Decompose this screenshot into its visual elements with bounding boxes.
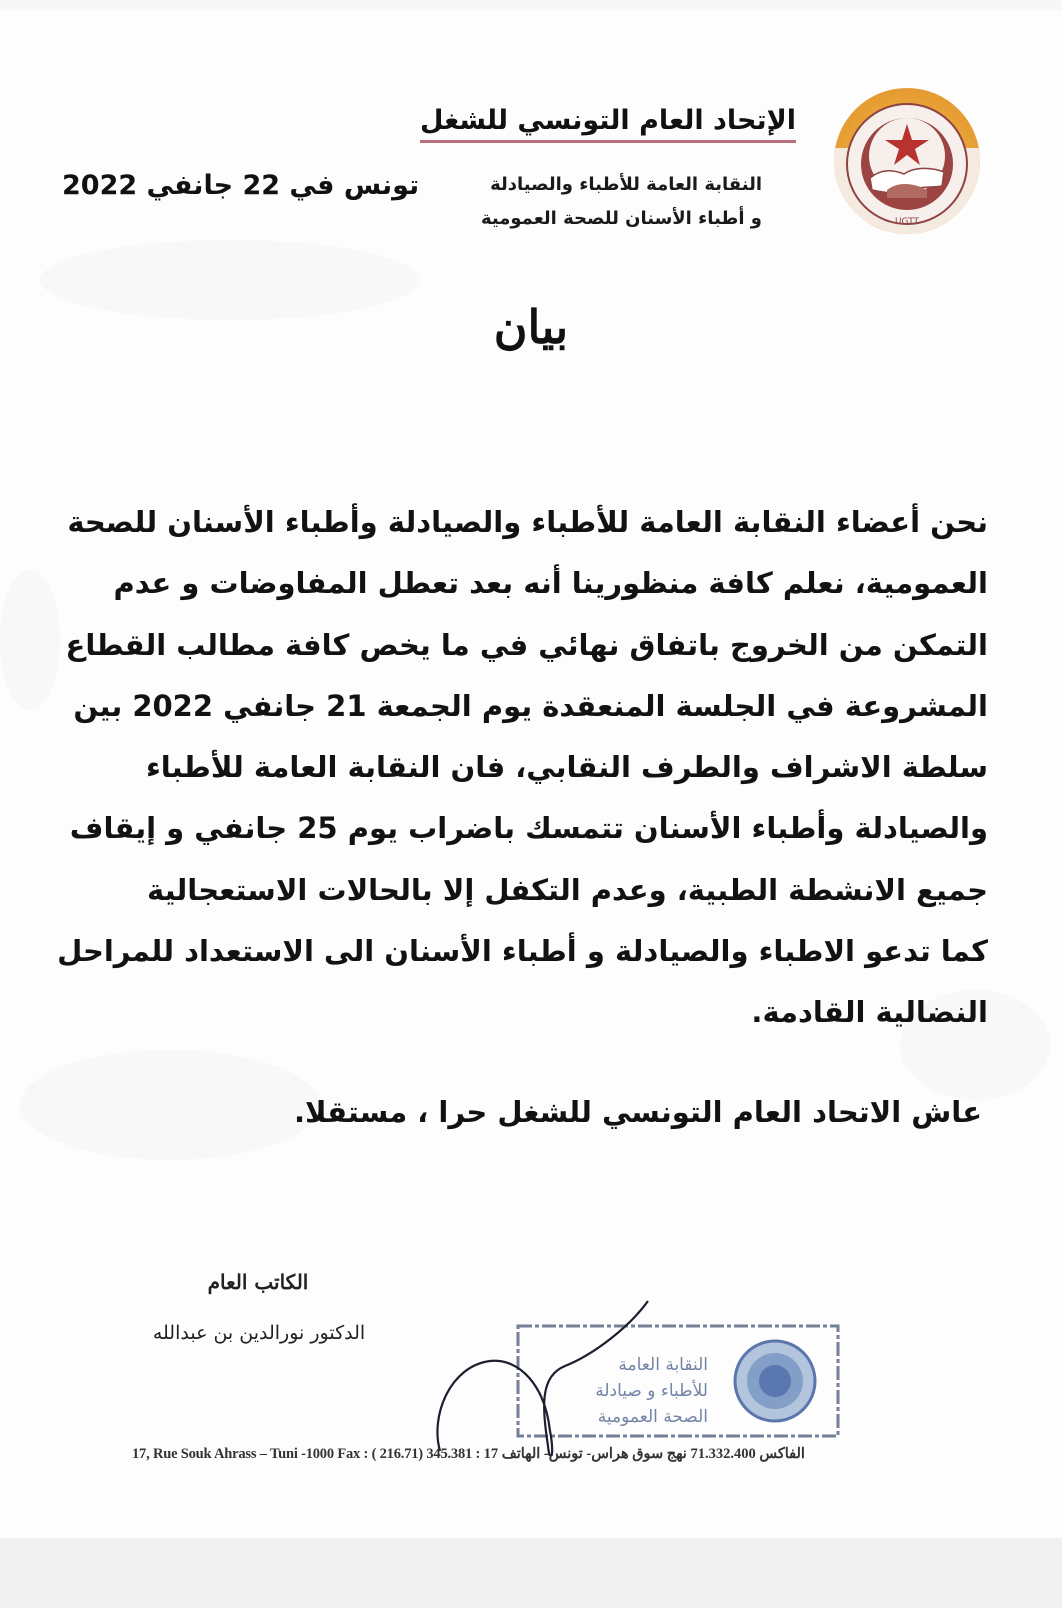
- document-date: تونس في 22 جانفي 2022: [62, 170, 420, 201]
- bottom-margin: [0, 1538, 1062, 1608]
- statement-body: [57, 492, 988, 1044]
- body-line: النضالية القادمة.: [751, 995, 988, 1030]
- stamp-line: الصحة العمومية: [597, 1407, 708, 1427]
- body-line: والصيادلة وأطباء الأسنان تتمسك باضراب يوم 25 جانفي و إيقاف: [69, 811, 988, 846]
- body-line: العمومية، نعلم كافة منظورينا أنه بعد تعطل المفاوضات و عدم: [113, 566, 988, 601]
- footer-address: 17, Rue Souk Ahrass – Tuni -1000 Fax : ( 216.71) 345.381 : الفاكس 71.332.400 نهج سوق هراس- تونس- الهاتف 17: [132, 1446, 805, 1462]
- closing-slogan: عاش الاتحاد العام التونسي للشغل حرا ، مستقلا.: [293, 1095, 982, 1129]
- signatory-role: الكاتب العام: [207, 1270, 309, 1294]
- body-line: سلطة الاشراف والطرف النقابي، فان النقابة العامة للأطباء: [145, 750, 988, 785]
- stamp-line: للأطباء و صيادلة: [595, 1381, 708, 1401]
- svg-text:UGTT: UGTT: [894, 217, 920, 227]
- signatory-name: الدكتور نورالدين بن عبدالله: [152, 1322, 366, 1344]
- subtitle-line: النقابة العامة للأطباء والصيادلة: [490, 174, 762, 195]
- scan-smudge: [20, 1050, 320, 1160]
- body-line: نحن أعضاء النقابة العامة للأطباء والصيادلة وأطباء الأسنان للصحة: [67, 505, 988, 539]
- organization-subtitle: [481, 168, 762, 236]
- stamp-line: النقابة العامة: [618, 1355, 708, 1375]
- body-line: المشروعة في الجلسة المنعقدة يوم الجمعة 21 جانفي 2022 بين: [73, 688, 988, 723]
- top-bar: [0, 0, 1062, 10]
- stamp-text: [508, 1352, 708, 1430]
- body-line: جميع الانشطة الطبية، وعدم التكفل إلا بالحالات الاستعجالية: [146, 872, 988, 907]
- organization-title: الإتحاد العام التونسي للشغل: [420, 104, 796, 143]
- ugtt-emblem-icon: [832, 86, 982, 236]
- document-title: بيان: [493, 300, 569, 354]
- body-line: التمكن من الخروج باتفاق نهائي في ما يخص كافة مطالب القطاع: [65, 627, 988, 662]
- body-line: كما تدعو الاطباء والصيادلة و أطباء الأسنان الى الاستعداد للمراحل: [57, 934, 988, 969]
- scan-smudge: [0, 570, 60, 710]
- subtitle-line: و أطباء الأسنان للصحة العمومية: [480, 208, 762, 229]
